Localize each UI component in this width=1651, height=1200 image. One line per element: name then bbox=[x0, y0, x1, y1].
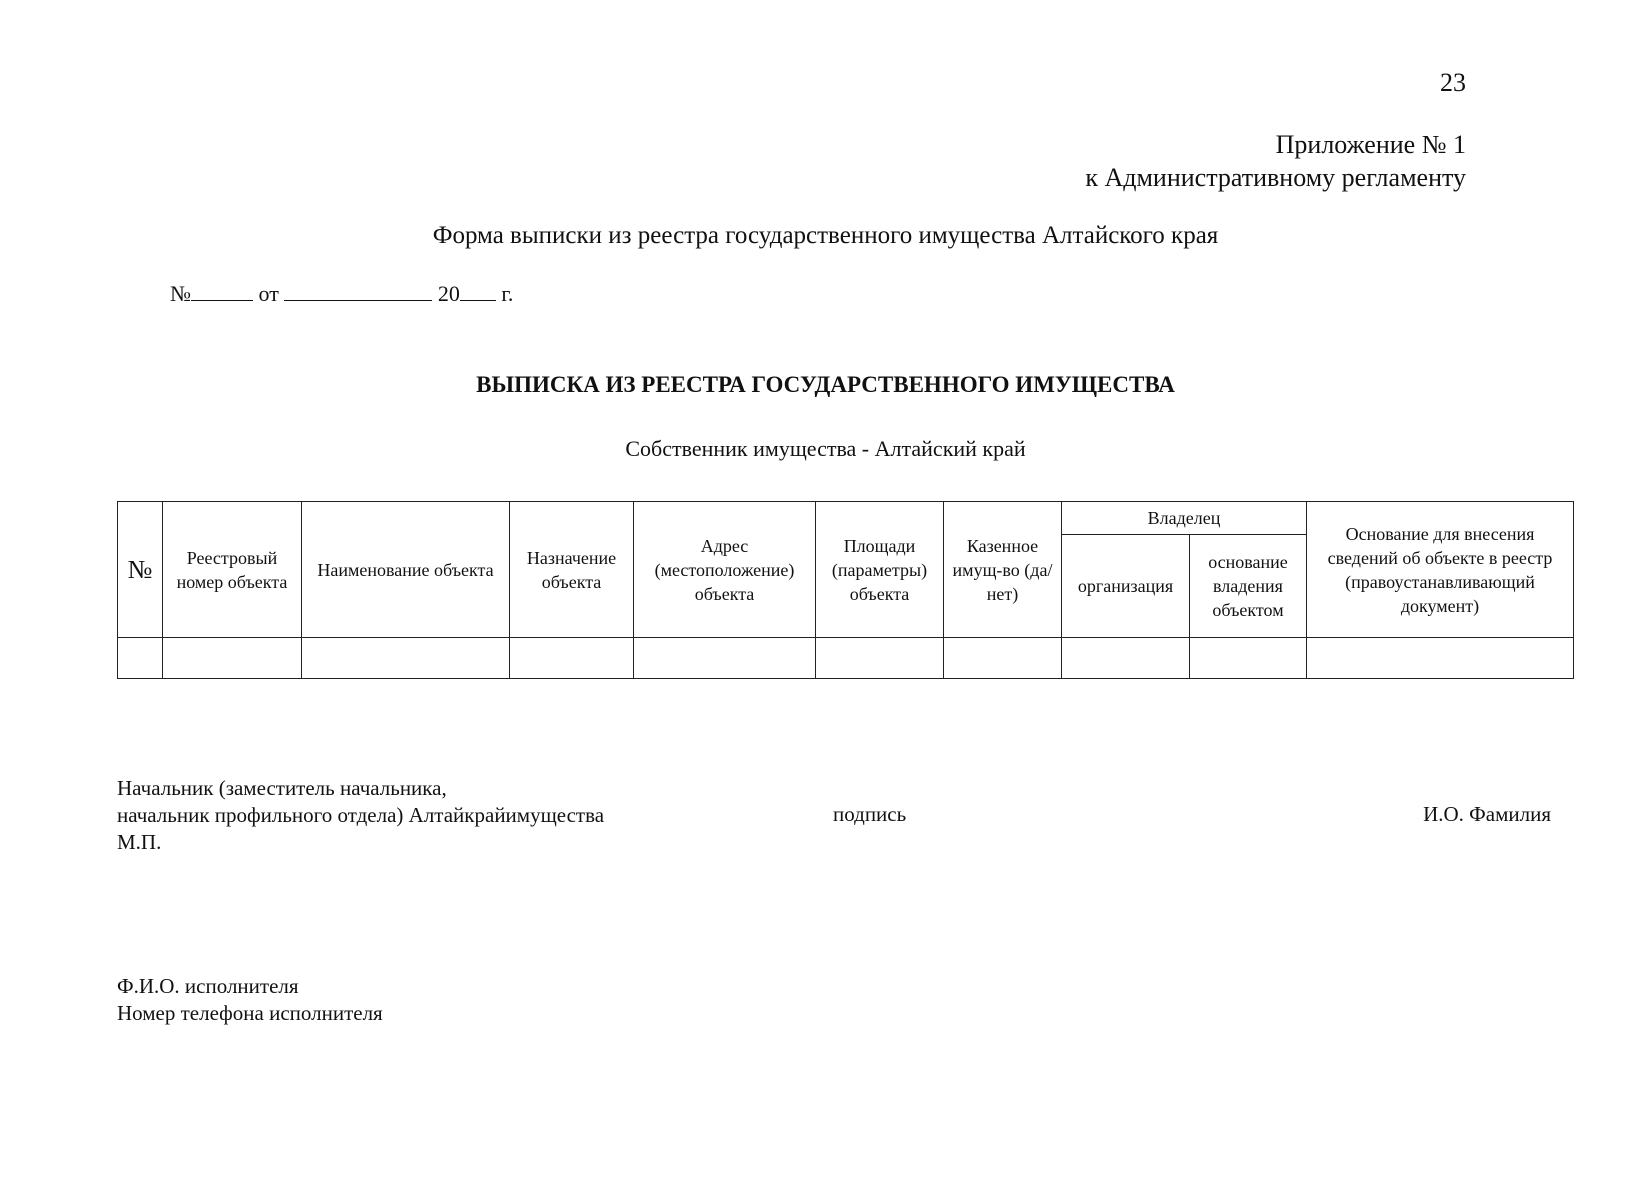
registry-extract-table bbox=[117, 501, 1574, 679]
date-blank bbox=[284, 280, 432, 301]
table-row bbox=[118, 638, 1574, 679]
year-prefix: 20 bbox=[437, 281, 460, 306]
name-label: И.О. Фамилия bbox=[1423, 802, 1551, 826]
form-title: Форма выписки из реестра государственного имущества Алтайского края bbox=[432, 222, 1219, 249]
number-sign: № bbox=[170, 281, 191, 306]
number-blank bbox=[191, 280, 253, 301]
appendix-line-2: к Административному регламенту bbox=[1085, 163, 1466, 192]
table-cell bbox=[510, 638, 634, 679]
table-cell bbox=[163, 638, 302, 679]
signer-block bbox=[117, 775, 604, 856]
table-cell bbox=[1307, 638, 1574, 679]
header-treasury-property: Казенное имущ-во (да/нет) bbox=[944, 502, 1062, 638]
signature-label: подпись bbox=[833, 802, 907, 826]
signer-line-2: начальник профильного отдела) Алтайкрайимущества bbox=[117, 803, 605, 827]
table-cell bbox=[634, 638, 816, 679]
executor-block bbox=[117, 973, 383, 1027]
table-cell bbox=[302, 638, 510, 679]
executor-name-label: Ф.И.О. исполнителя bbox=[117, 974, 299, 998]
table-header-row bbox=[118, 502, 1574, 535]
from-label: от bbox=[258, 281, 279, 306]
table-cell bbox=[1062, 638, 1190, 679]
year-suffix: г. bbox=[501, 281, 514, 306]
year-blank bbox=[460, 280, 496, 301]
header-owner-group: Владелец bbox=[1062, 502, 1307, 535]
table-cell bbox=[816, 638, 944, 679]
header-organization: организация bbox=[1062, 535, 1190, 638]
appendix-note bbox=[1085, 128, 1466, 194]
page-number: 23 bbox=[1440, 68, 1466, 97]
header-address: Адрес (местоположение) объекта bbox=[634, 502, 816, 638]
table-cell bbox=[944, 638, 1062, 679]
header-object-name: Наименование объекта bbox=[302, 502, 510, 638]
document-heading: ВЫПИСКА ИЗ РЕЕСТРА ГОСУДАРСТВЕННОГО ИМУЩЕСТВА bbox=[476, 372, 1175, 397]
header-area: Площади (параметры) объекта bbox=[816, 502, 944, 638]
executor-phone-label: Номер телефона исполнителя bbox=[117, 1001, 383, 1025]
appendix-line-1: Приложение № 1 bbox=[1275, 130, 1466, 159]
header-registry-basis: Основание для внесения сведений об объекте в реестр (правоустанавливающий документ) bbox=[1307, 502, 1574, 638]
signer-line-1: Начальник (заместитель начальника, bbox=[117, 776, 447, 800]
header-ownership-basis: основание владения объектом bbox=[1190, 535, 1307, 638]
document-number-line bbox=[170, 280, 513, 307]
table-cell bbox=[1190, 638, 1307, 679]
header-number: № bbox=[118, 502, 163, 638]
owner-line: Собственник имущества - Алтайский край bbox=[625, 436, 1026, 461]
header-purpose: Назначение объекта bbox=[510, 502, 634, 638]
stamp-place: М.П. bbox=[117, 830, 162, 854]
header-registry-number: Реестровый номер объекта bbox=[163, 502, 302, 638]
table-cell bbox=[118, 638, 163, 679]
